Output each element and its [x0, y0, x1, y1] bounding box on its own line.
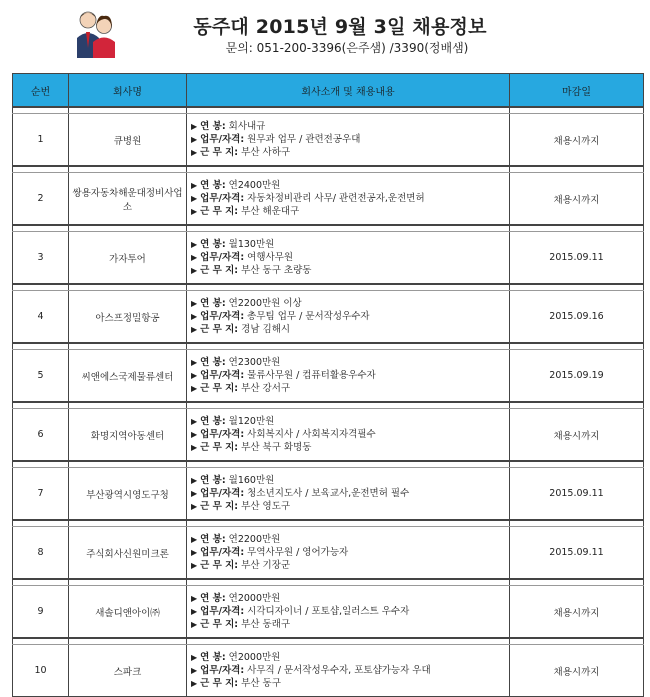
location-value: 부산 강서구: [241, 383, 291, 394]
location-value: 부산 해운대구: [241, 206, 300, 217]
deadline: 채용시까지: [510, 409, 644, 462]
salary-value: 연2000만원: [228, 652, 281, 663]
salary-value: 월160만원: [228, 475, 275, 486]
location-line: [191, 441, 509, 454]
job-description: [187, 468, 510, 521]
salary-line: [191, 533, 509, 546]
duty-label: 업무/자격:: [200, 547, 245, 558]
location-value: 부산 기장군: [241, 560, 291, 571]
col-header-no: 순번: [13, 74, 69, 108]
location-line: [191, 382, 509, 395]
duty-value: 사회복지사 / 사회복지자격필수: [247, 429, 376, 440]
duty-label: 업무/자격:: [200, 370, 245, 381]
page-title: 동주대 2015년 9월 3일 채용정보: [193, 16, 487, 38]
triangle-bullet-icon: ▶: [191, 371, 198, 380]
deadline: 2015.09.11: [510, 232, 644, 285]
table-row: [13, 527, 644, 580]
salary-label: 연 봉:: [200, 475, 226, 486]
row-number: 2: [13, 173, 69, 226]
table-body: [13, 107, 644, 697]
duty-value: 총무팀 업무 / 문서작성우수자: [247, 311, 370, 322]
salary-line: [191, 415, 509, 428]
table-row: [13, 468, 644, 521]
table-header-row: [13, 74, 644, 108]
salary-value: 연2300만원: [228, 357, 281, 368]
salary-label: 연 봉:: [200, 121, 226, 132]
table-row: [13, 350, 644, 403]
triangle-bullet-icon: ▶: [191, 476, 198, 485]
job-description: [187, 114, 510, 167]
company-name: 큐병원: [69, 114, 187, 167]
triangle-bullet-icon: ▶: [191, 325, 198, 334]
location-value: 부산 북구 화명동: [241, 442, 312, 453]
deadline: 2015.09.11: [510, 527, 644, 580]
triangle-bullet-icon: ▶: [191, 122, 198, 131]
salary-value: 연2000만원: [228, 593, 281, 604]
salary-label: 연 봉:: [200, 534, 226, 545]
table-row: [13, 173, 644, 226]
col-header-description: 회사소개 및 채용내용: [187, 74, 510, 108]
location-line: [191, 146, 509, 159]
job-description: [187, 173, 510, 226]
salary-line: [191, 297, 509, 310]
col-header-company: 회사명: [69, 74, 187, 108]
duty-value: 청소년지도사 / 보육교사,운전면허 필수: [247, 488, 410, 499]
triangle-bullet-icon: ▶: [191, 384, 198, 393]
triangle-bullet-icon: ▶: [191, 135, 198, 144]
duty-line: [191, 369, 509, 382]
salary-label: 연 봉:: [200, 298, 226, 309]
salary-value: 연2200만원 이상: [228, 298, 302, 309]
triangle-bullet-icon: ▶: [191, 594, 198, 603]
location-label: 근 무 지:: [200, 501, 239, 512]
duty-value: 물류사무원 / 컴퓨터활용우수자: [247, 370, 376, 381]
triangle-bullet-icon: ▶: [191, 430, 198, 439]
salary-line: [191, 356, 509, 369]
location-value: 부산 영도구: [241, 501, 291, 512]
col-header-deadline: 마감일: [510, 74, 644, 108]
triangle-bullet-icon: ▶: [191, 266, 198, 275]
job-description: [187, 409, 510, 462]
job-description: [187, 586, 510, 639]
location-label: 근 무 지:: [200, 442, 239, 453]
duty-line: [191, 546, 509, 559]
duty-label: 업무/자격:: [200, 665, 245, 676]
salary-line: [191, 651, 509, 664]
table-row: [13, 586, 644, 639]
row-number: 10: [13, 645, 69, 697]
location-line: [191, 264, 509, 277]
job-description: [187, 232, 510, 285]
table-row: [13, 645, 644, 697]
duty-line: [191, 133, 509, 146]
location-line: [191, 323, 509, 336]
company-name: 스파크: [69, 645, 187, 697]
deadline: 2015.09.19: [510, 350, 644, 403]
location-line: [191, 618, 509, 631]
duty-label: 업무/자격:: [200, 134, 245, 145]
location-value: 부산 동구 초량동: [241, 265, 312, 276]
location-value: 부산 동래구: [241, 619, 291, 630]
salary-label: 연 봉:: [200, 357, 226, 368]
company-name: 쌍용자동차해운대정비사업소: [69, 173, 187, 226]
duty-label: 업무/자격:: [200, 429, 245, 440]
salary-value: 월120만원: [228, 416, 275, 427]
company-name: 화명지역아동센터: [69, 409, 187, 462]
table-row: [13, 114, 644, 167]
table-row: [13, 409, 644, 462]
location-label: 근 무 지:: [200, 560, 239, 571]
salary-label: 연 봉:: [200, 652, 226, 663]
salary-line: [191, 474, 509, 487]
duty-value: 무역사무원 / 영어가능자: [247, 547, 349, 558]
company-name: 부산광역시영도구청: [69, 468, 187, 521]
triangle-bullet-icon: ▶: [191, 358, 198, 367]
duty-value: 자동차정비관리 사무/ 관련전공자,운전면허: [247, 193, 425, 204]
triangle-bullet-icon: ▶: [191, 194, 198, 203]
deadline: 2015.09.16: [510, 291, 644, 344]
salary-label: 연 봉:: [200, 180, 226, 191]
salary-value: 연2200만원: [228, 534, 281, 545]
row-number: 3: [13, 232, 69, 285]
company-name: 아스프정밀항공: [69, 291, 187, 344]
job-description: [187, 350, 510, 403]
deadline: 채용시까지: [510, 114, 644, 167]
duty-value: 원무과 업무 / 관련전공우대: [247, 134, 361, 145]
company-name: 주식회사신원미크론: [69, 527, 187, 580]
row-number: 1: [13, 114, 69, 167]
triangle-bullet-icon: ▶: [191, 417, 198, 426]
location-line: [191, 677, 509, 690]
salary-line: [191, 238, 509, 251]
row-number: 6: [13, 409, 69, 462]
duty-line: [191, 251, 509, 264]
triangle-bullet-icon: ▶: [191, 443, 198, 452]
triangle-bullet-icon: ▶: [191, 666, 198, 675]
salary-value: 회사내규: [228, 121, 266, 132]
salary-line: [191, 592, 509, 605]
location-label: 근 무 지:: [200, 678, 239, 689]
duty-line: [191, 664, 509, 677]
job-description: [187, 291, 510, 344]
job-table: [12, 73, 644, 697]
deadline: 2015.09.11: [510, 468, 644, 521]
duty-label: 업무/자격:: [200, 606, 245, 617]
triangle-bullet-icon: ▶: [191, 253, 198, 262]
duty-line: [191, 310, 509, 323]
triangle-bullet-icon: ▶: [191, 148, 198, 157]
triangle-bullet-icon: ▶: [191, 679, 198, 688]
row-number: 5: [13, 350, 69, 403]
duty-value: 시각디자이너 / 포토샵,일러스트 우수자: [247, 606, 410, 617]
duty-line: [191, 605, 509, 618]
location-label: 근 무 지:: [200, 147, 239, 158]
deadline: 채용시까지: [510, 586, 644, 639]
triangle-bullet-icon: ▶: [191, 561, 198, 570]
salary-line: [191, 179, 509, 192]
table-row: [13, 232, 644, 285]
location-label: 근 무 지:: [200, 265, 239, 276]
location-line: [191, 500, 509, 513]
salary-label: 연 봉:: [200, 593, 226, 604]
duty-line: [191, 192, 509, 205]
row-number: 8: [13, 527, 69, 580]
job-description: [187, 645, 510, 697]
triangle-bullet-icon: ▶: [191, 653, 198, 662]
deadline: 채용시까지: [510, 173, 644, 226]
triangle-bullet-icon: ▶: [191, 620, 198, 629]
triangle-bullet-icon: ▶: [191, 535, 198, 544]
location-label: 근 무 지:: [200, 206, 239, 217]
contact-info: 문의: 051-200-3396(은주샘) /3390(정배샘): [225, 41, 469, 55]
deadline: 채용시까지: [510, 645, 644, 697]
row-number: 7: [13, 468, 69, 521]
location-line: [191, 559, 509, 572]
duty-line: [191, 487, 509, 500]
location-label: 근 무 지:: [200, 383, 239, 394]
triangle-bullet-icon: ▶: [191, 181, 198, 190]
salary-label: 연 봉:: [200, 239, 226, 250]
location-line: [191, 205, 509, 218]
location-value: 경남 김해시: [241, 324, 291, 335]
location-label: 근 무 지:: [200, 324, 239, 335]
triangle-bullet-icon: ▶: [191, 548, 198, 557]
triangle-bullet-icon: ▶: [191, 207, 198, 216]
triangle-bullet-icon: ▶: [191, 502, 198, 511]
location-value: 부산 사하구: [241, 147, 291, 158]
row-number: 9: [13, 586, 69, 639]
duty-value: 사무직 / 문서작성우수자, 포토샵가능자 우대: [247, 665, 431, 676]
location-value: 부산 동구: [241, 678, 281, 689]
salary-label: 연 봉:: [200, 416, 226, 427]
job-description: [187, 527, 510, 580]
triangle-bullet-icon: ▶: [191, 607, 198, 616]
header: [0, 0, 650, 66]
duty-line: [191, 428, 509, 441]
triangle-bullet-icon: ▶: [191, 299, 198, 308]
company-name: 씨앤에스국제물류센터: [69, 350, 187, 403]
row-number: 4: [13, 291, 69, 344]
company-name: 새솔디앤아이㈜: [69, 586, 187, 639]
duty-label: 업무/자격:: [200, 193, 245, 204]
duty-value: 여행사무원: [247, 252, 294, 263]
salary-value: 월130만원: [228, 239, 275, 250]
company-name: 가자투어: [69, 232, 187, 285]
salary-line: [191, 120, 509, 133]
triangle-bullet-icon: ▶: [191, 240, 198, 249]
duty-label: 업무/자격:: [200, 252, 245, 263]
triangle-bullet-icon: ▶: [191, 312, 198, 321]
salary-value: 연2400만원: [228, 180, 281, 191]
triangle-bullet-icon: ▶: [191, 489, 198, 498]
duty-label: 업무/자격:: [200, 311, 245, 322]
table-row: [13, 291, 644, 344]
location-label: 근 무 지:: [200, 619, 239, 630]
duty-label: 업무/자격:: [200, 488, 245, 499]
